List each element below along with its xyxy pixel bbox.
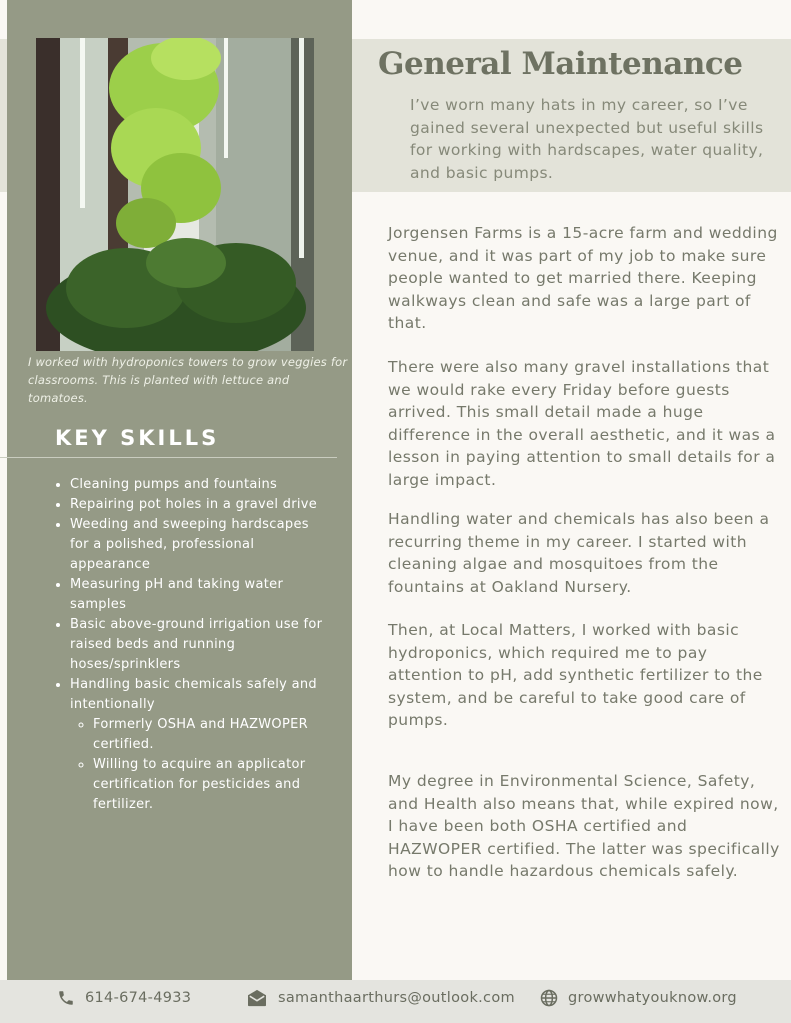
- skill-item: [70, 675, 330, 815]
- email-contact[interactable]: [246, 988, 515, 1008]
- phone-icon: [57, 989, 75, 1007]
- sub-skill-item: ◦ Formerly OSHA and HAZWOPER certified.: [93, 715, 330, 755]
- paragraph: Jorgensen Farms is a 15-acre farm and wedding venue, and it was part of my job to make sure people wanted to get married there. Keeping walkways clean and safe was a large part of that.: [388, 224, 778, 332]
- phone-number: 614-674-4933: [85, 990, 192, 1006]
- skill-item: • Weeding and sweeping hardscapes for a polished, professional appearance: [70, 515, 330, 575]
- key-skills-heading: KEY SKILLS: [55, 426, 220, 450]
- phone-contact[interactable]: [57, 988, 191, 1008]
- sub-skills-list: [70, 715, 330, 815]
- skill-item: • Measuring pH and taking water samples: [70, 575, 330, 615]
- key-skills-list: [45, 475, 330, 815]
- hydroponics-photo: [36, 38, 314, 351]
- sub-skill-item: ◦ Willing to acquire an applicator certification for pesticides and fertilizer.: [93, 755, 330, 815]
- page-title: General Maintenance: [378, 46, 743, 82]
- envelope-icon: [246, 989, 268, 1007]
- skills-divider: [0, 457, 337, 458]
- website-url: growwhatyouknow.org: [568, 990, 737, 1006]
- paragraph: Then, at Local Matters, I worked with basic hydroponics, which required me to pay attention to pH, add synthetic fertilizer to the system, and be careful to take good care of pumps.: [388, 621, 763, 729]
- skill-item: • Cleaning pumps and fountains: [70, 475, 330, 495]
- paragraph: There were also many gravel installations that we would rake every Friday before guests arrived. This small detail made a huge difference in the overall aesthetic, and it was a lesson in paying attention to small details for a large impact.: [388, 358, 776, 489]
- intro-text: I’ve worn many hats in my career, so I’ve gained several unexpected but useful skills for working with hardscapes, water quality, and basic pumps.: [410, 96, 764, 182]
- photo-caption: I worked with hydroponics towers to grow veggies for classrooms. This is planted with lettuce and tomatoes.: [28, 355, 348, 405]
- website-contact[interactable]: [540, 988, 737, 1008]
- paragraph: My degree in Environmental Science, Safety, and Health also means that, while expired now, I have been both OSHA certified and HAZWOPER certified. The latter was specifically how to handle hazardous chemicals safely.: [388, 772, 780, 880]
- skill-item-text: Handling basic chemicals safely and intentionally: [70, 677, 317, 712]
- skill-item: • Repairing pot holes in a gravel drive: [70, 495, 330, 515]
- globe-icon: [540, 989, 558, 1007]
- email-address: samanthaarthurs@outlook.com: [278, 990, 515, 1006]
- skill-item: • Basic above-ground irrigation use for raised beds and running hoses/sprinklers: [70, 615, 330, 675]
- paragraph: Handling water and chemicals has also been a recurring theme in my career. I started with cleaning algae and mosquitoes from the fountains at Oakland Nursery.: [388, 510, 770, 596]
